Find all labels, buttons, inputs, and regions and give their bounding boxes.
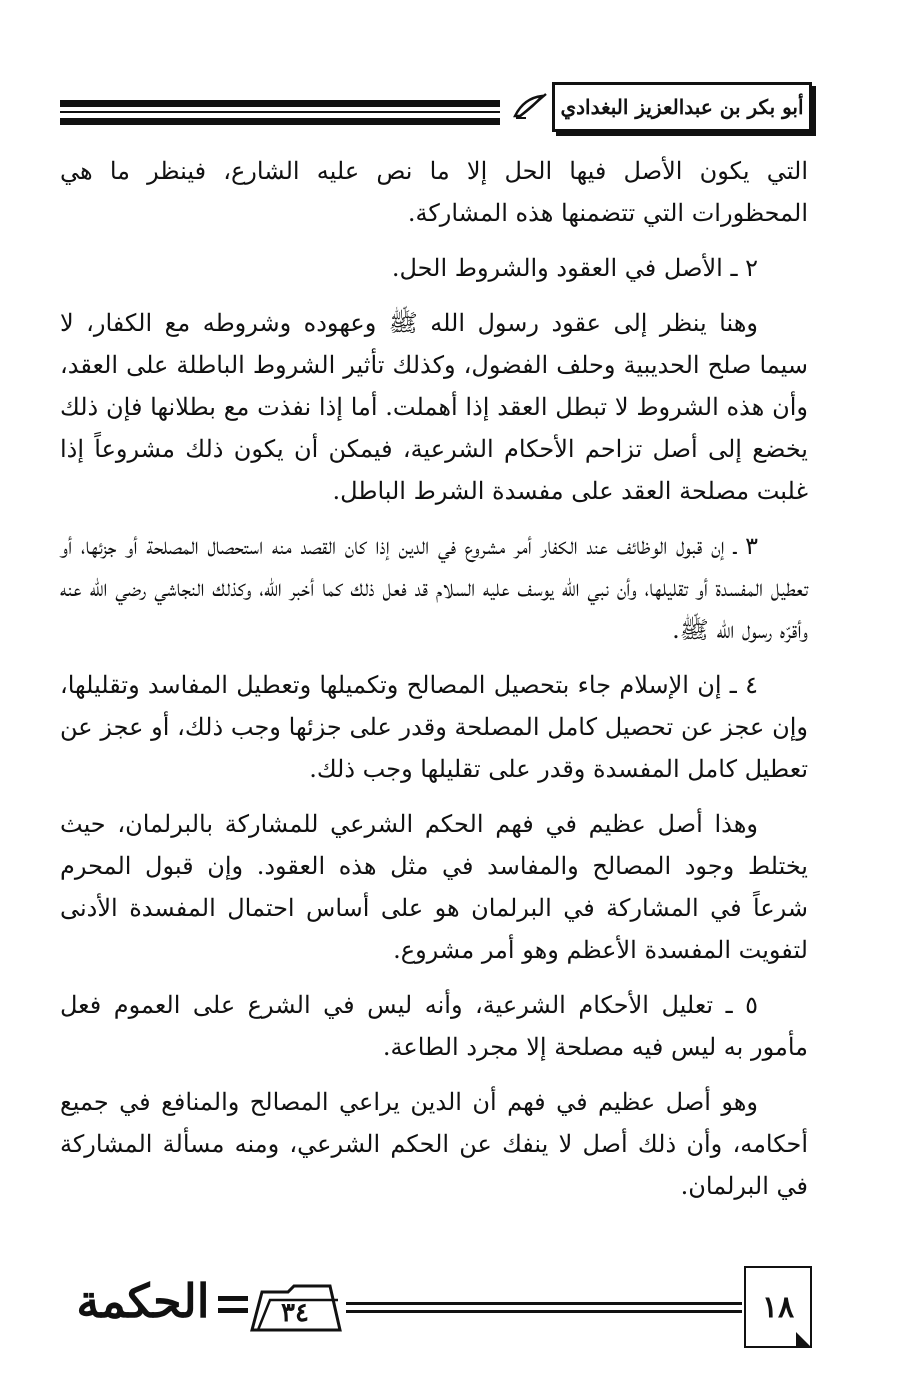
magazine-logo: الحكمة [76, 1274, 210, 1328]
header-rule-middle [60, 111, 500, 113]
footer-line-bottom [346, 1310, 742, 1313]
paragraph: وهنا ينظر إلى عقود رسول الله ﷺ وعهوده وشروطه مع الكفار، لا سيما صلح الحديبية وحلف الفضول، وكذلك تأثير الشروط الباطلة على العقد، وأن هذه الشروط لا تبطل العقد إذا أهملت. أما إذا نفذت مع بطلانها فإن ذلك يخضع إلى أصل تزاحم الأحكام الشرعية، فيمكن أن يكون ذلك مشروعاً إذا غلبت مصلحة العقد على مفسدة الشرط الباطل. [60, 309, 808, 505]
footer-line-top [346, 1302, 742, 1305]
paragraph: ٥ ـ تعليل الأحكام الشرعية، وأنه ليس في الشرع على العموم فعل مأمور به ليس فيه مصلحة إلا مجرد الطاعة. [60, 991, 808, 1061]
paragraph: ٣ ـ إن قبول الوظائف عند الكفار أمر مشروع في الدين إذا كان القصد منه استحصال المصلحة أو جزئها، أو تعطيل المفسدة أو تقليلها، وأن نبي الله يوسف عليه السلام قد فعل ذلك كما أخبر الله، وكذلك النجاشي رضي الله عنه وأقرّه رسول الله ﷺ. [60, 532, 808, 644]
page-number-box [744, 1266, 812, 1348]
paragraph: ٢ ـ الأصل في العقود والشروط الحل. [391, 254, 758, 282]
article-body [60, 150, 808, 1220]
pen-icon [512, 92, 550, 120]
page-header [60, 78, 812, 142]
page-footer [60, 1262, 812, 1352]
paragraph: وهذا أصل عظيم في فهم الحكم الشرعي للمشاركة بالبرلمان، حيث يختلط وجود المصالح والمفاسد في مثل هذه العقود. وإن قبول المحرم شرعاً في المشاركة في البرلمان هو على أساس احتمال المفسدة الأدنى لتفويت المفسدة الأعظم وهو أمر مشروع. [60, 810, 808, 964]
footer-equals-top [218, 1296, 248, 1301]
paragraph: التي يكون الأصل فيها الحل إلا ما نص عليه الشارع، فينظر ما هي المحظورات التي تتضمنها هذه المشاركة. [60, 157, 808, 227]
paragraph: ٤ ـ إن الإسلام جاء بتحصيل المصالح وتكميلها وتعطيل المفاسد وتقليلها، وإن عجز عن تحصيل كامل المصلحة وقدر على جزئها وجب ذلك، أو عجز عن تعطيل كامل المفسدة وقدر على تقليلها وجب ذلك. [60, 671, 808, 783]
header-rule-bottom [60, 118, 500, 125]
paragraph: وهو أصل عظيم في فهم أن الدين يراعي المصالح والمنافع في جميع أحكامه، وأن ذلك أصل لا ينفك عن الحكم الشرعي، ومنه مسألة المشاركة في البرلمان. [60, 1088, 809, 1200]
issue-number: ٣٤ [281, 1298, 309, 1328]
header-rule-top [60, 100, 500, 107]
page-number: ١٨ [761, 1289, 795, 1325]
page-corner-icon [796, 1332, 812, 1348]
footer-equals-bottom [218, 1308, 248, 1313]
author-name: أبو بكر بن عبدالعزيز البغدادي [552, 82, 812, 132]
